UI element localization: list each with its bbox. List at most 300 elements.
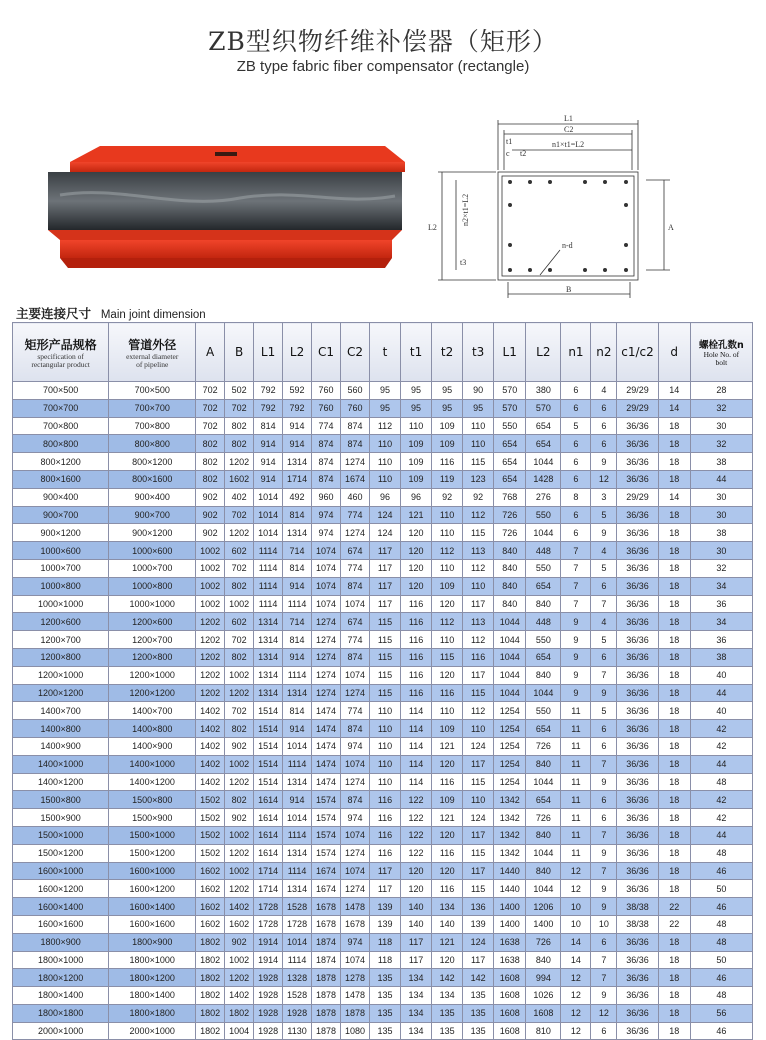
table-row (13, 542, 753, 560)
table-cell: 840 (526, 951, 561, 969)
table-row (13, 1022, 753, 1040)
table-cell: 1000×700 (13, 559, 109, 577)
header-spec: 矩形产品规格 specification of rectangular product (13, 323, 109, 382)
table-cell: 9 (591, 987, 617, 1005)
table-cell: 1074 (341, 595, 370, 613)
table-cell: 134 (401, 969, 432, 987)
table-cell: 38 (690, 648, 752, 666)
table-cell: 5 (591, 506, 617, 524)
table-cell: 1314 (283, 844, 312, 862)
table-cell: 121 (401, 506, 432, 524)
table-cell: 1608 (494, 1004, 526, 1022)
table-cell: 90 (463, 382, 494, 400)
table-cell: 18 (658, 613, 690, 631)
table-cell: 92 (432, 488, 463, 506)
table-cell: 702 (225, 559, 254, 577)
table-cell: 492 (283, 488, 312, 506)
table-cell: 110 (432, 524, 463, 542)
table-cell: 142 (463, 969, 494, 987)
table-cell: 110 (369, 755, 400, 773)
table-cell: 874 (341, 791, 370, 809)
table-cell: 18 (658, 720, 690, 738)
table-cell: 9 (561, 613, 591, 631)
table-cell: 6 (561, 382, 591, 400)
table-cell: 116 (369, 809, 400, 827)
table-header-row (13, 323, 753, 382)
table-cell: 12 (561, 1004, 591, 1022)
table-cell: 18 (658, 933, 690, 951)
table-row (13, 826, 753, 844)
table-cell: 1400 (494, 915, 526, 933)
table-cell: 118 (369, 933, 400, 951)
table-cell: 36/36 (617, 951, 658, 969)
table-cell: 112 (432, 613, 463, 631)
table-cell: 1074 (312, 542, 341, 560)
table-cell: 142 (432, 969, 463, 987)
table-cell: 774 (341, 631, 370, 649)
table-cell: 1014 (283, 809, 312, 827)
table-cell: 1928 (254, 1022, 283, 1040)
table-cell: 9 (591, 453, 617, 471)
table-cell: 117 (463, 951, 494, 969)
table-cell: 18 (658, 417, 690, 435)
table-cell: 1074 (341, 862, 370, 880)
table-cell: 114 (401, 702, 432, 720)
table-cell: 1800×1800 (109, 1004, 196, 1022)
table-cell: 116 (401, 648, 432, 666)
table-cell: 1000×1000 (13, 595, 109, 613)
table-cell: 1200×1000 (13, 666, 109, 684)
table-cell: 36/36 (617, 720, 658, 738)
table-cell: 1254 (494, 702, 526, 720)
table-cell: 7 (591, 969, 617, 987)
table-cell: 802 (225, 720, 254, 738)
table-cell: 1474 (312, 720, 341, 738)
table-cell: 113 (463, 613, 494, 631)
table-cell: 48 (690, 773, 752, 791)
table-cell: 96 (401, 488, 432, 506)
table-cell: 114 (401, 737, 432, 755)
table-cell: 448 (526, 542, 561, 560)
table-cell: 1402 (225, 898, 254, 916)
table-cell: 700×800 (13, 417, 109, 435)
table-cell: 134 (432, 987, 463, 1005)
table-cell: 42 (690, 737, 752, 755)
table-cell: 674 (341, 542, 370, 560)
table-cell: 1528 (283, 898, 312, 916)
table-cell: 135 (369, 1004, 400, 1022)
table-cell: 1002 (196, 595, 225, 613)
table-cell: 28 (690, 382, 752, 400)
table-row (13, 417, 753, 435)
table-cell: 1114 (283, 862, 312, 880)
table-cell: 654 (526, 577, 561, 595)
table-cell: 914 (254, 435, 283, 453)
table-cell: 1202 (196, 684, 225, 702)
table-row (13, 666, 753, 684)
table-cell: 112 (463, 702, 494, 720)
table-cell: 1874 (312, 951, 341, 969)
table-cell: 1878 (341, 1004, 370, 1022)
table-cell: 18 (658, 1004, 690, 1022)
table-cell: 36/36 (617, 1004, 658, 1022)
table-cell: 120 (432, 826, 463, 844)
table-cell: 840 (494, 559, 526, 577)
table-cell: 12 (591, 470, 617, 488)
table-row (13, 969, 753, 987)
table-cell: 7 (561, 559, 591, 577)
table-cell: 117 (369, 862, 400, 880)
table-cell: 32 (690, 435, 752, 453)
table-cell: 46 (690, 969, 752, 987)
table-cell: 1608 (494, 969, 526, 987)
table-cell: 774 (341, 559, 370, 577)
table-cell: 110 (463, 791, 494, 809)
table-cell: 1026 (526, 987, 561, 1005)
table-cell: 1800×1000 (109, 951, 196, 969)
table-cell: 1402 (196, 702, 225, 720)
table-cell: 1400×700 (13, 702, 109, 720)
table-cell: 1474 (312, 702, 341, 720)
table-cell: 774 (341, 506, 370, 524)
table-cell: 1800×900 (109, 933, 196, 951)
table-cell: 14 (658, 399, 690, 417)
table-cell: 7 (591, 595, 617, 613)
table-cell: 1200×1200 (13, 684, 109, 702)
table-cell: 112 (463, 559, 494, 577)
header-L2: L2 (283, 323, 312, 382)
table-cell: 1014 (283, 737, 312, 755)
table-cell: 1514 (254, 720, 283, 738)
table-cell: 36/36 (617, 791, 658, 809)
table-cell: 110 (369, 453, 400, 471)
table-cell: 95 (401, 399, 432, 417)
table-cell: 726 (526, 933, 561, 951)
table-cell: 117 (369, 542, 400, 560)
table-cell: 900×1200 (109, 524, 196, 542)
header-L1b: L1 (494, 323, 526, 382)
table-cell: 810 (526, 1022, 561, 1040)
header-n1: n1 (561, 323, 591, 382)
table-cell: 44 (690, 826, 752, 844)
table-cell: 448 (526, 613, 561, 631)
table-cell: 1114 (283, 951, 312, 969)
table-cell: 1328 (283, 969, 312, 987)
table-cell: 1200×800 (13, 648, 109, 666)
table-cell: 1400×1200 (109, 773, 196, 791)
table-cell: 702 (225, 506, 254, 524)
table-cell: 1014 (283, 933, 312, 951)
table-cell: 30 (690, 506, 752, 524)
table-cell: 9 (591, 773, 617, 791)
table-cell: 6 (561, 399, 591, 417)
table-cell: 36/36 (617, 862, 658, 880)
table-cell: 1400×900 (109, 737, 196, 755)
table-cell: 760 (312, 382, 341, 400)
table-cell: 1074 (312, 595, 341, 613)
table-cell: 95 (369, 399, 400, 417)
table-cell: 1428 (526, 470, 561, 488)
table-cell: 802 (196, 453, 225, 471)
table-cell: 114 (401, 720, 432, 738)
table-cell: 700×700 (109, 399, 196, 417)
table-cell: 1274 (341, 453, 370, 471)
table-cell: 1200×600 (13, 613, 109, 631)
table-cell: 602 (225, 613, 254, 631)
table-cell: 124 (463, 809, 494, 827)
table-cell: 1114 (283, 826, 312, 844)
table-cell: 120 (432, 755, 463, 773)
table-cell: 1044 (526, 844, 561, 862)
table-cell: 914 (283, 720, 312, 738)
table-cell: 1044 (526, 684, 561, 702)
table-cell: 1502 (196, 844, 225, 862)
table-cell: 1600×1200 (109, 880, 196, 898)
table-cell: 1254 (494, 720, 526, 738)
table-cell: 1874 (312, 933, 341, 951)
table-cell: 7 (591, 951, 617, 969)
table-cell: 109 (401, 470, 432, 488)
table-cell: 110 (369, 737, 400, 755)
table-cell: 814 (283, 506, 312, 524)
table-cell: 135 (463, 987, 494, 1005)
table-cell: 1500×800 (109, 791, 196, 809)
table-cell: 38 (690, 524, 752, 542)
table-cell: 1400×800 (109, 720, 196, 738)
table-cell: 702 (196, 382, 225, 400)
table-cell: 120 (401, 862, 432, 880)
table-cell: 654 (526, 417, 561, 435)
table-cell: 11 (561, 791, 591, 809)
table-cell: 900×700 (13, 506, 109, 524)
table-cell: 1274 (341, 880, 370, 898)
table-cell: 18 (658, 773, 690, 791)
header-L2b: L2 (526, 323, 561, 382)
table-cell: 14 (561, 951, 591, 969)
table-cell: 6 (591, 399, 617, 417)
table-cell: 800×1200 (109, 453, 196, 471)
table-cell: 122 (401, 809, 432, 827)
table-cell: 1342 (494, 809, 526, 827)
section-title-cn: 主要连接尺寸 (16, 306, 92, 321)
table-cell: 802 (225, 791, 254, 809)
table-cell: 139 (463, 915, 494, 933)
table-cell: 135 (369, 987, 400, 1005)
table-cell: 1914 (254, 933, 283, 951)
table-cell: 1202 (225, 773, 254, 791)
table-cell: 1074 (312, 577, 341, 595)
table-cell: 7 (591, 826, 617, 844)
table-cell: 10 (591, 915, 617, 933)
table-cell: 36/36 (617, 595, 658, 613)
table-cell: 802 (225, 435, 254, 453)
table-cell: 1600×1400 (13, 898, 109, 916)
table-cell: 18 (658, 595, 690, 613)
table-cell: 874 (312, 470, 341, 488)
table-cell: 18 (658, 844, 690, 862)
table-cell: 1314 (283, 524, 312, 542)
table-row (13, 559, 753, 577)
table-cell: 9 (591, 524, 617, 542)
table-cell: 1274 (312, 684, 341, 702)
table-cell: 1500×1000 (13, 826, 109, 844)
table-cell: 36 (690, 595, 752, 613)
table-cell: 120 (432, 666, 463, 684)
table-cell: 902 (196, 488, 225, 506)
table-cell: 110 (432, 631, 463, 649)
table-cell: 115 (463, 773, 494, 791)
table-cell: 570 (494, 399, 526, 417)
table-cell: 117 (463, 755, 494, 773)
table-cell: 9 (591, 684, 617, 702)
table-cell: 38 (690, 453, 752, 471)
table-cell: 1608 (494, 1022, 526, 1040)
table-cell: 110 (432, 702, 463, 720)
table-cell: 700×700 (13, 399, 109, 417)
table-cell: 1274 (312, 666, 341, 684)
table-cell: 1574 (312, 809, 341, 827)
table-cell: 1500×800 (13, 791, 109, 809)
table-cell: 135 (369, 969, 400, 987)
table-cell: 1800×1000 (13, 951, 109, 969)
table-cell: 1114 (254, 542, 283, 560)
table-cell: 800×1600 (13, 470, 109, 488)
table-cell: 380 (526, 382, 561, 400)
table-cell: 1114 (283, 595, 312, 613)
table-cell: 974 (341, 809, 370, 827)
table-cell: 9 (591, 844, 617, 862)
table-cell: 122 (401, 826, 432, 844)
table-cell: 110 (432, 559, 463, 577)
table-cell: 974 (312, 524, 341, 542)
table-cell: 1202 (225, 524, 254, 542)
header-pipe: 管道外径 external diameter of pipeline (109, 323, 196, 382)
table-cell: 36/36 (617, 666, 658, 684)
table-cell: 1638 (494, 933, 526, 951)
table-cell: 800×1600 (109, 470, 196, 488)
table-cell: 10 (561, 898, 591, 916)
table-cell: 1878 (312, 1004, 341, 1022)
header-C2: C2 (341, 323, 370, 382)
table-cell: 1274 (341, 844, 370, 862)
table-cell: 109 (401, 453, 432, 471)
table-cell: 18 (658, 737, 690, 755)
table-cell: 1400×900 (13, 737, 109, 755)
table-cell: 36/36 (617, 631, 658, 649)
table-cell: 1500×1200 (13, 844, 109, 862)
table-cell: 1044 (494, 684, 526, 702)
table-cell: 800×800 (13, 435, 109, 453)
table-cell: 14 (561, 933, 591, 951)
table-cell: 1202 (225, 453, 254, 471)
table-cell: 36/36 (617, 702, 658, 720)
table-cell: 700×500 (109, 382, 196, 400)
table-cell: 50 (690, 880, 752, 898)
table-cell: 110 (401, 417, 432, 435)
table-cell: 702 (225, 702, 254, 720)
table-cell: 6 (561, 524, 591, 542)
table-row (13, 470, 753, 488)
table-cell: 802 (225, 648, 254, 666)
table-cell: 115 (369, 648, 400, 666)
table-cell: 95 (369, 382, 400, 400)
table-cell: 136 (463, 898, 494, 916)
table-cell: 1002 (225, 951, 254, 969)
table-cell: 36/36 (617, 1022, 658, 1040)
table-cell: 900×700 (109, 506, 196, 524)
table-cell: 117 (369, 559, 400, 577)
table-row (13, 399, 753, 417)
table-cell: 726 (526, 737, 561, 755)
table-cell: 702 (225, 399, 254, 417)
table-cell: 802 (225, 417, 254, 435)
table-cell: 1400×1000 (109, 755, 196, 773)
label-L2: L2 (428, 223, 437, 232)
table-cell: 140 (401, 898, 432, 916)
table-cell: 10 (561, 915, 591, 933)
table-cell: 36/36 (617, 809, 658, 827)
table-cell: 994 (526, 969, 561, 987)
table-cell: 116 (401, 666, 432, 684)
table-cell: 1402 (196, 773, 225, 791)
label-C2: C2 (564, 125, 574, 134)
table-cell: 6 (591, 577, 617, 595)
table-cell: 840 (526, 862, 561, 880)
table-cell: 1074 (341, 826, 370, 844)
table-cell: 1002 (225, 755, 254, 773)
table-cell: 1678 (312, 915, 341, 933)
table-cell: 1202 (225, 969, 254, 987)
table-cell: 117 (369, 880, 400, 898)
table-cell: 654 (526, 720, 561, 738)
table-cell: 110 (369, 720, 400, 738)
table-cell: 1314 (283, 880, 312, 898)
table-cell: 36/36 (617, 417, 658, 435)
header-L1: L1 (254, 323, 283, 382)
table-row (13, 987, 753, 1005)
table-cell: 9 (561, 684, 591, 702)
table-cell: 112 (463, 631, 494, 649)
table-cell: 1500×1000 (109, 826, 196, 844)
table-cell: 36/36 (617, 524, 658, 542)
table-cell: 6 (591, 809, 617, 827)
table-cell: 30 (690, 488, 752, 506)
table-cell: 1674 (312, 880, 341, 898)
table-cell: 1000×700 (109, 559, 196, 577)
table-cell: 1802 (225, 1004, 254, 1022)
table-cell: 119 (432, 470, 463, 488)
table-cell: 12 (561, 969, 591, 987)
table-cell: 550 (526, 702, 561, 720)
table-cell: 117 (463, 666, 494, 684)
label-n1t1: n1×t1=L2 (552, 140, 585, 149)
table-row (13, 613, 753, 631)
table-cell: 29/29 (617, 488, 658, 506)
table-cell: 139 (369, 915, 400, 933)
table-cell: 117 (463, 862, 494, 880)
table-cell: 18 (658, 577, 690, 595)
table-cell: 6 (591, 933, 617, 951)
table-cell: 36/36 (617, 880, 658, 898)
table-cell: 116 (369, 791, 400, 809)
table-cell: 139 (369, 898, 400, 916)
table-cell: 1200×700 (13, 631, 109, 649)
header-t3: t3 (463, 323, 494, 382)
table-cell: 116 (432, 773, 463, 791)
table-cell: 1928 (254, 987, 283, 1005)
table-cell: 1674 (312, 862, 341, 880)
table-cell: 116 (432, 453, 463, 471)
